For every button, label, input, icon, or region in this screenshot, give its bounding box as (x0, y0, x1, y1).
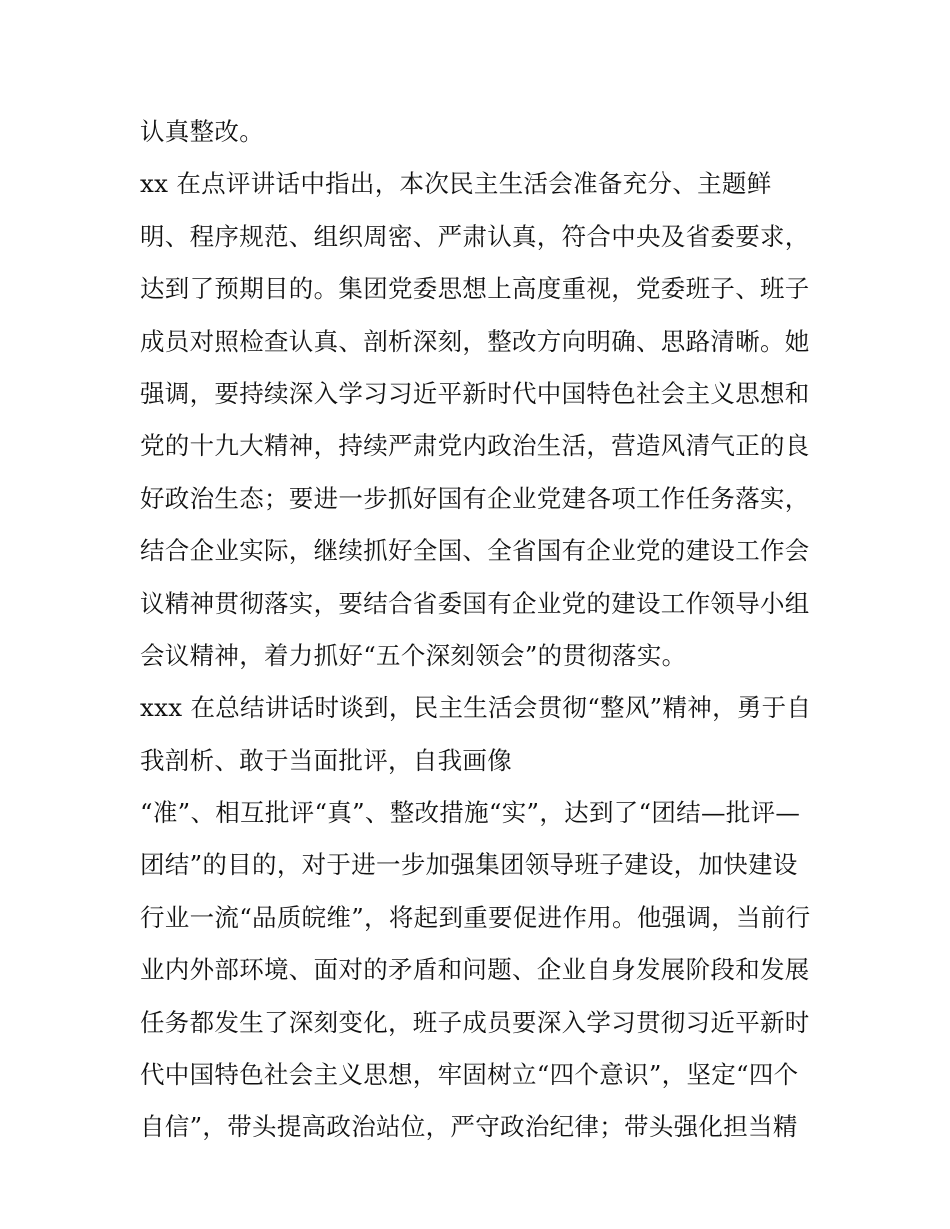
text-line: 议精神贯彻落实，要结合省委国有企业党的建设工作领导小组 (140, 588, 810, 618)
text-line: 代中国特色社会主义思想，牢固树立“四个意识”，坚定“四个 (140, 1060, 799, 1090)
text-line: 任务都发生了深刻变化，班子成员要深入学习贯彻习近平新时 (140, 1007, 810, 1037)
text-line: 好政治生态；要进一步抓好国有企业党建各项工作任务落实， (140, 483, 810, 513)
text-line: 团结”的目的，对于进一步加强集团领导班子建设，加快建设 (140, 850, 798, 880)
text-line: 强调，要持续深入学习习近平新时代中国特色社会主义思想和 (140, 378, 810, 408)
document-body (140, 106, 830, 1154)
text-line: xx 在点评讲话中指出，本次民主生活会准备充分、主题鲜 (140, 169, 772, 199)
text-line: 认真整改。 (140, 117, 264, 146)
text-line: 明、程序规范、组织周密、严肃认真，符合中央及省委要求， (140, 221, 810, 251)
text-line: 我剖析、敢于当面批评，自我画像 (140, 745, 512, 775)
text-line: xxx 在总结讲话时谈到，民主生活会贯彻“整风”精神，勇于自 (140, 693, 812, 723)
text-line: 会议精神，着力抓好“五个深刻领会”的贯彻落实。 (140, 640, 687, 670)
text-line: “准”、相互批评“真”、整改措施“实”，达到了“团结—批评— (140, 798, 801, 828)
text-line: 达到了预期目的。集团党委思想上高度重视，党委班子、班子 (140, 274, 810, 304)
text-line: 结合企业实际，继续抓好全国、全省国有企业党的建设工作会 (140, 536, 810, 566)
text-line: 成员对照检查认真、剖析深刻，整改方向明确、思路清晰。她 (140, 326, 810, 356)
text-line: 行业一流“品质皖维”，将起到重要促进作用。他强调，当前行 (140, 902, 811, 932)
text-line: 业内外部环境、面对的矛盾和问题、企业自身发展阶段和发展 (140, 955, 810, 985)
text-line: 党的十九大精神，持续严肃党内政治生活，营造风清气正的良 (140, 431, 810, 461)
text-line: 自信”，带头提高政治站位，严守政治纪律；带头强化担当精 (140, 1112, 798, 1142)
